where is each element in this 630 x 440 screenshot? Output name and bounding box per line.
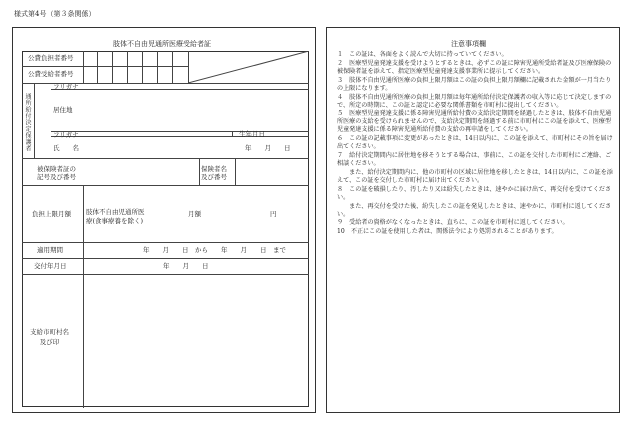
notes-list	[337, 51, 613, 237]
note-item: 10 不正にこの証を使用した者は、関係法令により処罰されることがあります。	[337, 228, 558, 236]
note-item: また、給付決定期間内に、他の市町村の区域に居住地を移したときは、14日以内に、この証を添えて、この証を交付した市町村に届け出てください。	[337, 168, 613, 184]
guardian-section-label: 通所給付決定保護者	[24, 93, 31, 152]
note-item: ５ 医療型児童発達支援に係る障害児通所給付費の支給決定期間を経過したときは、肢体不自由児通所医療の支給を受けられませんので、支給決定期間を経過する前に市町村にこの証を添えて、医療型児童発達支援に係る障害児通所給付費の支給の再申請をしてください。	[337, 110, 612, 134]
municipality-label: 支給市町村名 及び印	[30, 328, 69, 346]
payer-number-label: 公費負担者番号	[28, 54, 74, 62]
note-item: ３ 肢体不自由児通所医療の負担上限月額はこの証の負担上限月額欄に記載された金額が一月当たりの上限になります。	[337, 76, 612, 92]
insurance-card-label: 被保険者証の 記号及び番号	[37, 165, 76, 182]
furigana-label-2: フリガナ	[53, 131, 79, 139]
issue-date-label: 交付年月日	[34, 262, 67, 270]
birthdate-value: 年 月 日	[245, 144, 291, 152]
note-item: ６ この証の記載事項に変更があったときは、14日以内に、この証を添えて、市町村にその旨を届け出てください。	[337, 135, 613, 151]
note-item: ９ 受給者の資格がなくなったときは、直ちに、この証を市町村に返してください。	[337, 219, 569, 227]
birthdate-label: 生年月日	[239, 130, 265, 138]
note-item: また、再交付を受けた後、紛失したこの証を発見したときは、速やかに、市町村に返してください。	[337, 202, 612, 218]
form-code: 様式第4号（第３条関係）	[14, 10, 96, 18]
notes-panel	[326, 27, 620, 413]
furigana-label: フリガナ	[53, 83, 79, 91]
limit-label: 負担上限月額	[32, 210, 71, 218]
note-item: ４ 肢体不自由児通所医療の負担上限月額は毎年通所給付決定保護者の収入等に応じて決定しますので、所定の時期に、この証と認定に必要な関係書類を市町村に提出してください。	[337, 93, 612, 109]
period-label: 適用期間	[37, 246, 63, 254]
note-item: ８ この証を破損したり、汚したり又は紛失したときは、速やかに届け出て、再交付を受けてください。	[337, 185, 612, 201]
notes-title: 注意事項欄	[451, 40, 486, 48]
certificate-panel	[12, 27, 316, 413]
limit-description: 肢体不自由児通所医 療(食事療養を除く)	[86, 208, 145, 226]
insurer-label: 保険者名 及び番号	[201, 165, 227, 182]
note-item: ７ 給付決定期間内に居住地を移そうとする場合は、事前に、この証を交付した市町村にご連絡、ご相談ください。	[337, 152, 612, 167]
note-item: １ この証は、各面をよく読んで大切に持っていてください。	[337, 51, 508, 58]
period-value: 年 月 日 から 年 月 日 まで	[143, 246, 286, 254]
yen-label: 円	[270, 210, 277, 218]
name-label: 氏 名	[53, 144, 79, 152]
monthly-label: 月額	[188, 210, 201, 218]
note-item: ２ 医療型児童発達支援を受けようとするときは、必ずこの証に障害児通所受給者証及び医療保険の被保険者証を添えて、指定医療型児童発達支援事業所に提示してください。	[337, 59, 612, 75]
certificate-title: 肢体不自由児通所医療受給者証	[113, 40, 211, 48]
address-label: 居住地	[53, 106, 73, 114]
issue-date-value: 年 月 日	[163, 262, 209, 270]
diagonal-strike	[188, 51, 309, 83]
certificate-table	[22, 51, 309, 407]
recipient-number-label: 公費受給者番号	[28, 70, 74, 78]
